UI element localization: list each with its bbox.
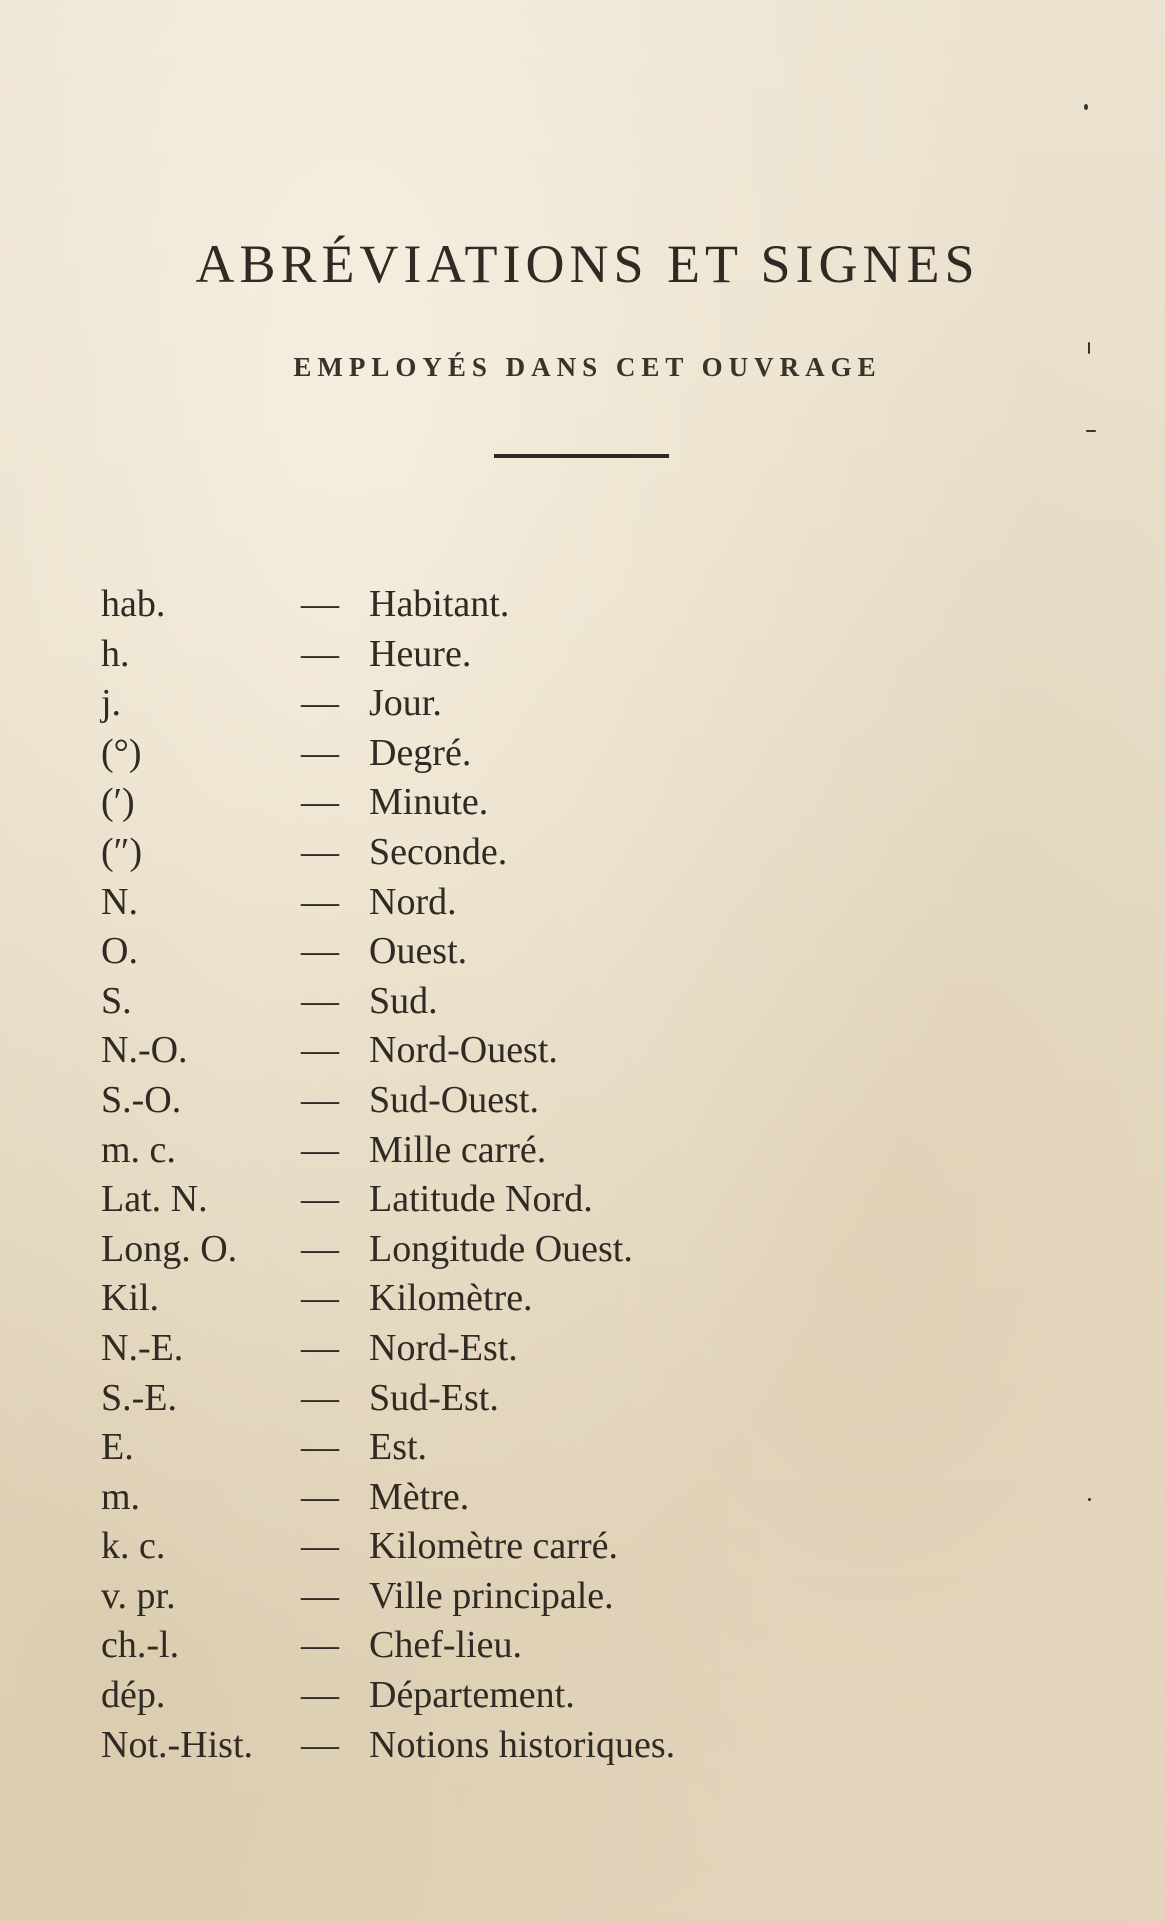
paper-speck [1088, 342, 1090, 354]
list-item [101, 878, 861, 928]
list-item [101, 1175, 861, 1225]
page-title: ABRÉVIATIONS ET SIGNES [195, 234, 980, 294]
abbreviation: (′) [101, 781, 135, 824]
paper-speck [1088, 1498, 1091, 1501]
list-item [101, 1274, 861, 1324]
abbreviation: S.-O. [101, 1078, 182, 1121]
abbreviation: m. [101, 1475, 141, 1518]
dash: — [301, 1525, 339, 1568]
meaning: Seconde. [369, 830, 508, 873]
meaning: Degré. [369, 731, 472, 774]
page-subtitle: EMPLOYÉS DANS CET OUVRAGE [293, 352, 882, 382]
meaning: Sud. [369, 979, 438, 1022]
abbreviation: (″) [101, 830, 143, 873]
list-item [101, 1324, 861, 1374]
list-item [101, 1423, 861, 1473]
meaning: Nord. [369, 880, 457, 923]
abbreviation: (°) [101, 731, 142, 774]
abbreviation: hab. [101, 583, 166, 625]
list-item [101, 1522, 861, 1572]
abbreviation: h. [101, 632, 130, 675]
dash: — [301, 781, 339, 824]
dash: — [301, 1674, 339, 1717]
list-item [101, 927, 861, 977]
abbreviation: m. c. [101, 1128, 176, 1171]
list-item [101, 1671, 861, 1721]
meaning: Heure. [369, 632, 472, 675]
meaning: Ville principale. [369, 1574, 614, 1617]
meaning: Notions historiques. [369, 1723, 676, 1766]
list-item [101, 977, 861, 1027]
meaning: Minute. [369, 781, 489, 824]
abbreviation: N.-O. [101, 1029, 188, 1072]
abbreviation: N.-E. [101, 1326, 184, 1369]
dash: — [301, 1178, 339, 1221]
title-rule-divider [494, 454, 669, 458]
abbreviation: Not.-Hist. [101, 1723, 253, 1766]
abbreviation: S.-E. [101, 1376, 177, 1419]
meaning: Jour. [369, 682, 442, 725]
dash: — [301, 1277, 339, 1320]
abbreviation: Kil. [101, 1277, 160, 1320]
meaning: Kilomètre. [369, 1277, 533, 1320]
list-item [101, 679, 861, 729]
abbreviation: dép. [101, 1674, 166, 1717]
list-item [101, 828, 861, 878]
abbreviation: k. c. [101, 1525, 166, 1568]
dash: — [301, 1574, 339, 1617]
abbreviation: E. [101, 1426, 134, 1469]
abbreviation: N. [101, 880, 138, 923]
list-item [101, 1621, 861, 1671]
meaning: Département. [369, 1674, 575, 1717]
paper-speck [1084, 104, 1088, 110]
dash: — [301, 1326, 339, 1369]
abbreviation: j. [101, 682, 122, 725]
meaning: Chef-lieu. [369, 1624, 523, 1667]
list-item [101, 1473, 861, 1523]
meaning: Nord-Est. [369, 1326, 518, 1369]
dash: — [301, 930, 339, 973]
dash: — [301, 830, 339, 873]
list-item [101, 630, 861, 680]
dash: — [301, 731, 339, 774]
dash: — [301, 632, 339, 675]
list-item [101, 1721, 861, 1771]
meaning: Longitude Ouest. [369, 1227, 633, 1270]
meaning: Habitant. [369, 583, 510, 625]
paper-speck [1086, 430, 1096, 432]
dash: — [301, 1029, 339, 1072]
dash: — [301, 880, 339, 923]
dash: — [301, 979, 339, 1022]
list-item [101, 1076, 861, 1126]
dash: — [301, 1723, 339, 1766]
meaning: Mille carré. [369, 1128, 547, 1171]
dash: — [301, 583, 339, 625]
dash: — [301, 1624, 339, 1667]
dash: — [301, 1227, 339, 1270]
list-item [101, 1126, 861, 1176]
list-item [101, 1374, 861, 1424]
list-item [101, 1225, 861, 1275]
dash: — [301, 682, 339, 725]
abbreviation: O. [101, 930, 138, 973]
abbreviation: v. pr. [101, 1574, 176, 1617]
list-item [101, 729, 861, 779]
abbreviation: S. [101, 979, 132, 1022]
meaning: Ouest. [369, 930, 468, 973]
dash: — [301, 1078, 339, 1121]
list-item [101, 1572, 861, 1622]
meaning: Nord-Ouest. [369, 1029, 558, 1072]
meaning: Est. [369, 1426, 428, 1469]
meaning: Sud-Ouest. [369, 1078, 539, 1121]
list-item [101, 1026, 861, 1076]
list-item [101, 580, 861, 630]
abbreviation: ch.-l. [101, 1624, 180, 1667]
meaning: Kilomètre carré. [369, 1525, 618, 1568]
list-item [101, 778, 861, 828]
dash: — [301, 1475, 339, 1518]
dash: — [301, 1426, 339, 1469]
abbreviation: Long. O. [101, 1227, 238, 1270]
meaning: Latitude Nord. [369, 1178, 593, 1221]
meaning: Sud-Est. [369, 1376, 499, 1419]
dash: — [301, 1376, 339, 1419]
dash: — [301, 1128, 339, 1171]
abbreviation: Lat. N. [101, 1178, 208, 1221]
abbreviation-list [101, 580, 861, 1770]
meaning: Mètre. [369, 1475, 470, 1518]
